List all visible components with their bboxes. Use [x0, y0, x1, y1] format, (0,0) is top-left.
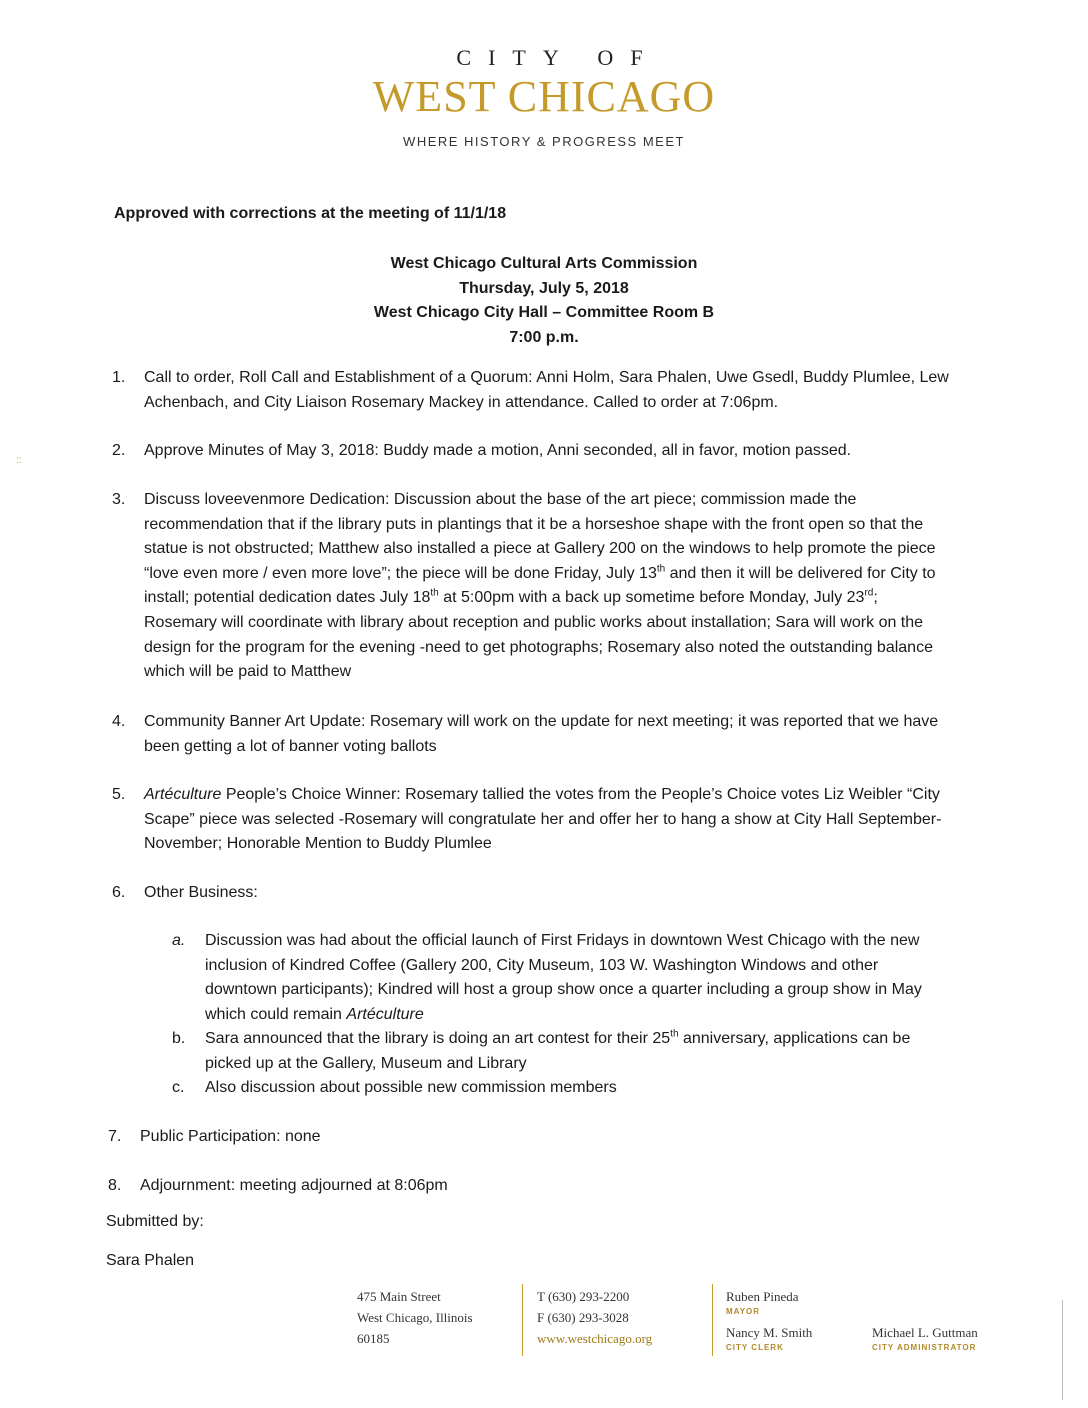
clerk-name: Nancy M. Smith: [726, 1325, 813, 1340]
heading-time: 7:00 p.m.: [509, 329, 579, 346]
item-text: Discuss loveevenmore Dedication: Discussion about the base of the art piece; commission made the recommendation that if the library puts in plantings that it be a horseshoe shape with the front open so that the statue is not obstructed; Matthew also installed a piece at Gallery 200 on the windows to help promote the piece “love even more / even more love”; the piece will be done Friday, July 13th and then it will be delivered for City to install; potential dedication dates July 18th at 5:00pm with a back up sometime before Monday, July 23rd; Rosemary will coordinate with library about reception and public works about installation; Sara will work on the design for the program for the evening -need to get photographs; Rosemary also noted the outstanding balance which will be paid to Matthew: [144, 491, 936, 681]
item-text: Public Participation: none: [140, 1128, 321, 1145]
agenda-item-6: [112, 881, 952, 906]
item-text: Discussion was had about the official launch of First Fridays in downtown West Chicago with the new inclusion of Kindred Coffee (Gallery 200, City Museum, 103 W. Washington Windows and other downtown participants); Kindred will host a group show once a quarter including a group show in May which could remain Artéculture: [205, 932, 922, 1023]
item-number: 8.: [108, 1177, 122, 1194]
agenda-item-4: [112, 710, 952, 759]
item-number: 3.: [112, 491, 126, 508]
item-text: Sara announced that the library is doing an art contest for their 25th anniversary, applications can be picked up at the Gallery, Museum and Library: [205, 1028, 911, 1072]
item-text: Call to order, Roll Call and Establishment of a Quorum: Anni Holm, Sara Phalen, Uwe Gsedl, Buddy Plumlee, Lew Achenbach, and City Liaison Rosemary Mackey in attendance. Called to order at 7:06pm.: [144, 369, 949, 411]
other-business-item-c: [172, 1076, 952, 1101]
letterhead-city-of: CITY OF: [456, 45, 660, 70]
footer-contact: [537, 1286, 652, 1349]
mayor-role: MAYOR: [726, 1307, 761, 1316]
margin-dots-icon: ::: [16, 455, 22, 466]
item-number: b.: [172, 1030, 186, 1047]
item-number: c.: [172, 1079, 185, 1096]
address-line: West Chicago, Illinois: [357, 1310, 473, 1325]
footer-administrator: [872, 1322, 978, 1353]
submitted-by-label: Submitted by:: [106, 1213, 204, 1230]
letterhead-city-name: WEST CHICAGO: [372, 72, 716, 121]
footer-divider: [712, 1284, 713, 1356]
clerk-role: CITY CLERK: [726, 1343, 784, 1352]
item-text: Approve Minutes of May 3, 2018: Buddy made a motion, Anni seconded, all in favor, motion passed.: [144, 442, 852, 459]
footer-fax: F (630) 293-3028: [537, 1310, 629, 1325]
footer-address: [357, 1286, 473, 1349]
letterhead-tagline: WHERE HISTORY & PROGRESS MEET: [403, 134, 685, 149]
item-number: 2.: [112, 442, 126, 459]
footer-divider: [522, 1284, 523, 1356]
item-number: 6.: [112, 884, 126, 901]
item-number: 7.: [108, 1128, 122, 1145]
agenda-item-1: [112, 366, 952, 415]
administrator-name: Michael L. Guttman: [872, 1325, 978, 1340]
heading-location: West Chicago City Hall – Committee Room B: [373, 304, 715, 321]
item-text: Artéculture People’s Choice Winner: Rosemary tallied the votes from the People’s Choice votes Liz Weibler “City Scape” piece was selected -Rosemary will congratulate her and offer her to hang a show at City Hall September-November; Honorable Mention to Buddy Plumlee: [144, 786, 942, 853]
agenda-item-8: [108, 1174, 948, 1199]
scan-edge-line: [1062, 1300, 1063, 1400]
item-number: 1.: [112, 369, 126, 386]
item-number: 5.: [112, 786, 126, 803]
submitter-name: Sara Phalen: [106, 1252, 195, 1269]
administrator-role: CITY ADMINISTRATOR: [872, 1343, 977, 1352]
heading-date: Thursday, July 5, 2018: [459, 280, 629, 297]
item-text: Other Business:: [144, 884, 258, 901]
agenda-item-7: [108, 1125, 948, 1150]
mayor-name: Ruben Pineda: [726, 1289, 799, 1304]
footer-website-link[interactable]: www.westchicago.org: [537, 1331, 653, 1346]
item-text: Community Banner Art Update: Rosemary will work on the update for next meeting; it was reported that we have been getting a lot of banner voting ballots: [144, 713, 939, 755]
agenda-item-2: [112, 439, 952, 464]
other-business-item-a: [172, 929, 952, 1027]
heading-commission: West Chicago Cultural Arts Commission: [390, 255, 698, 272]
agenda-item-3: [112, 488, 952, 685]
address-line: 475 Main Street: [357, 1289, 441, 1304]
approved-note: Approved with corrections at the meeting of 11/1/18: [114, 205, 507, 222]
footer-clerk: [726, 1322, 812, 1353]
agenda-item-5: [112, 783, 952, 857]
footer-mayor: [726, 1286, 799, 1317]
item-text: Adjournment: meeting adjourned at 8:06pm: [140, 1177, 448, 1194]
other-business-item-b: [172, 1027, 952, 1076]
footer-phone: T (630) 293-2200: [537, 1289, 630, 1304]
item-number: 4.: [112, 713, 126, 730]
address-line: 60185: [357, 1331, 390, 1346]
item-number: a.: [172, 932, 186, 949]
item-text: Also discussion about possible new commission members: [205, 1079, 617, 1096]
